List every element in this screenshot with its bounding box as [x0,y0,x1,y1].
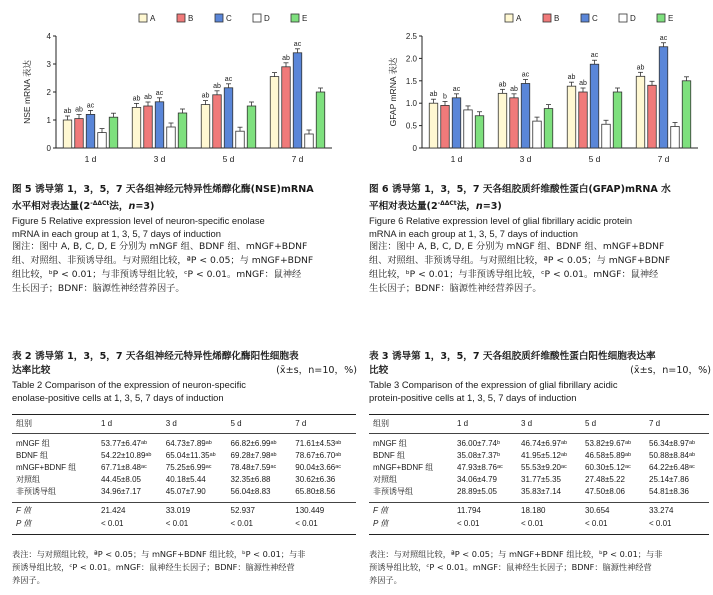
significance-label: ab [429,91,438,99]
table2-title-en-line1: Table 2 Comparison of the expression of neuron-specific [12,379,246,390]
figure6-note-2: 组、对照组、非预诱导组。与对照组比较，ªP < 0.05；与 mNGF+BDNF [369,255,671,267]
table-cell: 56.04±8.83 [230,487,271,496]
table-cell: < 0.01 [295,519,318,528]
table-cell: 65.04±11.35ᵃᵇ [165,451,216,460]
table-cell: 33.274 [649,506,674,515]
significance-label: ab [510,85,518,93]
bar-a-3 [201,105,210,148]
bar-b-2 [510,98,519,148]
significance-label: ab [75,106,83,114]
table3-title-stat: (x̄±s，n=10，%) [630,365,711,376]
y-tick-label: 1.5 [405,76,417,86]
significance-label: ac [452,85,461,93]
table-cell: 54.81±8.36 [649,487,689,496]
table-stat-row [369,518,709,530]
x-tick-label: 5 d [588,154,601,164]
significance-label: ac [521,71,530,79]
x-tick-label: 3 d [153,154,166,164]
row-label: BDNF 组 [16,451,48,460]
table-cell: 78.67±6.70ᵃᵇ [295,451,342,460]
table-row [369,462,709,474]
table-cell: 90.04±3.66ᵃᶜ [295,463,342,472]
y-tick-label: 1.0 [405,99,417,109]
table3-note [369,548,711,587]
table-cell: 44.45±8.05 [101,475,141,484]
bar-c-2 [521,83,530,148]
bar-e-3 [247,106,256,148]
legend-swatch-d [253,14,261,22]
table3-note-1: 表注：与对照组比较，ªP < 0.05；与 mNGF+BDNF 组比较，ᵇP < 0.01；与非 [369,549,663,559]
table-cell: 27.48±5.22 [585,475,625,484]
figure5-note-1: 图注：图中 A, B, C, D, E 分别为 mNGF 组、BDNF 组、mNGF+BDNF [12,241,308,253]
table2-note-2: 预诱导组比较，ᶜP < 0.01。mNGF：鼠神经生长因子；BDNF：脑源性神经营 [12,562,295,572]
table-cell: 3 d [521,419,533,428]
y-axis-label: GFAP mRNA 表达 [388,57,398,127]
y-tick-label: 3 [46,60,51,69]
table-row [369,474,709,486]
row-label: F 值 [373,506,388,515]
table-cell: 5 d [585,419,597,428]
table-cell: < 0.01 [649,519,672,528]
legend-label-b: B [554,14,560,23]
table-row [369,486,709,498]
figure5-caption-en-line1: Figure 5 Relative expression level of neuron-specific enolase [12,215,265,227]
significance-label: ac [590,52,599,60]
table-cell: 46.58±5.89ᵃᵇ [585,451,631,460]
table-cell: 46.74±6.97ᵃᵇ [521,439,567,448]
table-cell: < 0.01 [230,519,253,528]
y-tick-label: 2.0 [405,54,417,64]
significance-label: ab [636,64,645,72]
table-stat-row [369,502,709,518]
table-cell: 71.61±4.53ᵃᵇ [295,439,342,448]
table-cell: 31.77±5.35 [521,475,561,484]
bar-b-1 [441,105,450,148]
legend-label-e: E [668,14,674,23]
row-label: P 值 [16,519,32,528]
figure6-caption-cn-2a: 平相对表达量(2 [369,201,438,213]
figure6-note-1: 图注：图中 A, B, C, D, E 分别为 mNGF 组、BDNF 组、mNGF+BDNF [369,241,665,253]
figure6-caption-cn-sup: -ΔΔCt [437,200,457,207]
legend-swatch-e [291,14,299,22]
table-cell: 7 d [295,419,307,428]
table-cell: 32.35±6.88 [230,475,271,484]
significance-label: ac [659,34,668,42]
table-cell: 55.53±9.20ᵃᶜ [521,463,567,472]
y-tick-label: 0 [412,144,417,153]
table-stat-row [12,518,356,530]
table-cell: 50.88±8.84ᵃᵇ [649,451,695,460]
table2-title-cn-line1: 表 2 诱导第 1，3，5，7 天各组神经元特异性烯醇化酶阳性细胞表 [12,351,299,362]
y-axis-label: NSE mRNA 表达 [22,60,32,124]
table-cell: 34.96±7.17 [101,487,141,496]
table-cell: 35.83±7.14 [521,487,561,496]
significance-label: ab [201,92,210,100]
table3-title-en-line2: protein-positive cells at 1, 3, 5, 7 days of induction [369,392,577,403]
row-label: mNGF+BDNF 组 [16,463,77,472]
bar-e-1 [109,117,118,148]
table-cell: 36.00±7.74ᵇ [457,439,500,448]
table-cell: 21.424 [101,506,126,515]
table-cell: 69.28±7.98ᵃᵇ [230,451,277,460]
table-cell: 47.93±8.76ᵃᶜ [457,463,503,472]
bar-d-4 [305,134,314,148]
bar-d-1 [98,133,107,148]
row-label: P 值 [373,519,389,528]
table-row [369,438,709,450]
figure6-caption-cn-line2 [369,197,711,214]
table-row [12,438,356,450]
bar-d-3 [602,124,611,148]
table-cell: 18.180 [521,506,546,515]
figure5-caption-cn-end: =3) [135,201,155,213]
table-cell: < 0.01 [101,519,124,528]
bar-d-3 [236,131,245,148]
bar-e-4 [682,81,691,148]
bar-e-1 [475,116,484,148]
bar-c-4 [293,53,302,148]
table-cell: 30.62±6.36 [295,475,336,484]
table2-title-en-line2: enolase-positive cells at 1, 3, 5, 7 days of induction [12,392,224,403]
legend-swatch-a [505,14,513,22]
bar-c-3 [590,64,599,148]
y-tick-label: 0.5 [405,121,417,131]
figure5-caption-cn-line2 [12,197,357,214]
figure5-caption-cn-line1: 图 5 诱导第 1，3，5，7 天各组神经元特异性烯醇化酶(NSE)mRNA [12,184,314,195]
x-tick-label: 3 d [519,154,532,164]
table-cell: 64.22±6.48ᵃᶜ [649,463,695,472]
table-cell: 1 d [457,419,469,428]
bar-a-2 [498,93,507,148]
bar-a-1 [429,103,438,148]
legend-label-b: B [188,14,194,23]
bar-d-2 [533,121,542,148]
significance-label: b [443,93,447,101]
row-label: 非预诱导组 [16,487,56,496]
figure5-chart [14,8,344,180]
table-cell: < 0.01 [521,519,544,528]
x-tick-label: 7 d [291,154,304,164]
table2-title-stat: (x̄±s，n=10，%) [276,365,357,376]
figure5-caption [12,183,357,296]
bar-e-2 [544,109,553,148]
bar-c-2 [155,102,164,148]
y-tick-label: 2 [46,88,51,97]
bar-b-2 [144,106,153,148]
table2-title [12,350,357,404]
legend-label-a: A [150,14,156,23]
table2-title-cn-line2 [12,364,357,378]
figure5-caption-en-line2: mRNA in each group at 1, 3, 5, 7 days of induction [12,228,221,240]
x-tick-label: 1 d [84,154,97,164]
table3-note-2: 预诱导组比较，ᶜP < 0.01。mNGF：鼠神经生长因子；BDNF：脑源性神经营 [369,562,652,572]
x-tick-label: 1 d [450,154,463,164]
row-label: BDNF 组 [373,451,405,460]
table-cell: 66.82±6.99ᵃᵇ [230,439,277,448]
figure6-caption-en-line1: Figure 6 Relative expression level of glial fibrillary acidic protein [369,215,633,227]
figure5-note-4: 生长因子；BDNF：脑源性神经营养因子。 [12,283,185,295]
x-tick-label: 7 d [657,154,670,164]
figure6-caption-cn-end: =3) [482,201,502,213]
significance-label: ac [86,102,95,110]
table-cell: 41.95±5.12ᵃᵇ [521,451,567,460]
table-cell: 60.30±5.12ᵃᶜ [585,463,631,472]
bar-b-4 [648,85,657,148]
table3-title-cn-line2 [369,364,711,378]
table-cell: 56.34±8.97ᵃᵇ [649,439,695,448]
figure5-note-2: 组、对照组、非预诱导组。与对照组比较，ªP < 0.05；与 mNGF+BDNF [12,255,314,267]
row-label: mNGF 组 [373,439,407,448]
bar-a-4 [270,77,279,148]
figure6-caption-cn-n: n [475,201,483,213]
row-label: F 值 [16,506,31,515]
y-tick-label: 0 [46,144,51,153]
figure5-caption-cn-2a: 水平相对表达量(2 [12,201,91,213]
significance-label: ab [579,80,587,87]
table3-title-cn-line1: 表 3 诱导第 1，3，5，7 天各组胶质纤维酸性蛋白阳性细胞表达率 [369,351,656,362]
table-row [369,450,709,462]
table2 [12,414,356,535]
legend-label-e: E [302,14,308,23]
bar-d-1 [464,110,473,148]
row-label: 组别 [16,419,32,428]
bar-e-4 [316,92,325,148]
table-cell: 30.654 [585,506,610,515]
significance-label: ac [293,40,302,48]
table-stat-row [12,502,356,518]
bar-e-3 [613,92,622,148]
table-cell: 7 d [649,419,661,428]
table-cell: 52.937 [230,506,255,515]
legend-label-c: C [226,14,232,23]
table-cell: 47.50±8.06 [585,487,625,496]
table-cell: 54.22±10.89ᵃᵇ [101,451,152,460]
bar-c-1 [452,98,461,148]
bar-d-2 [167,127,176,148]
significance-label: ac [155,89,164,97]
legend-swatch-b [543,14,551,22]
table-cell: 130.449 [295,506,325,515]
y-tick-label: 1 [46,116,51,125]
table-cell: 34.06±4.79 [457,475,497,484]
table-row [12,474,356,486]
table-cell: 25.14±7.86 [649,475,689,484]
legend-label-d: D [264,14,270,23]
table2-title-cn-2: 达率比较 [12,365,51,376]
bar-c-4 [659,47,668,148]
figure6-note-4: 生长因子；BDNF：脑源性神经营养因子。 [369,283,542,295]
table-cell: 11.794 [457,506,481,515]
table-cell: < 0.01 [585,519,608,528]
table3-title-cn-2: 比较 [369,365,389,376]
table-header-row [12,415,356,434]
row-label: mNGF 组 [16,439,50,448]
legend-label-c: C [592,14,598,23]
significance-label: ab [567,74,576,82]
table-row [12,450,356,462]
significance-label: ab [213,82,221,90]
bar-b-4 [282,67,291,148]
significance-label: ab [132,95,141,103]
bar-c-3 [224,88,233,148]
x-tick-label: 5 d [222,154,235,164]
table-cell: 78.48±7.59ᵃᶜ [230,463,277,472]
figure6-caption [369,183,711,296]
table-cell: 75.25±6.99ᵃᶜ [165,463,212,472]
table2-note-1: 表注：与对照组比较，ªP < 0.05；与 mNGF+BDNF 组比较，ᵇP < 0.01；与非 [12,549,306,559]
legend-swatch-e [657,14,665,22]
table3 [369,414,709,535]
table-cell: 53.82±9.67ᵃᵇ [585,439,631,448]
bar-a-3 [567,86,576,148]
table3-title-en-line1: Table 3 Comparison of the expression of glial fibrillary acidic [369,379,618,390]
bar-d-4 [671,126,680,148]
table-cell: 64.73±7.89ᵃᵇ [165,439,212,448]
figure6-chart [380,8,710,180]
table-cell: 5 d [230,419,242,428]
table3-title [369,350,711,404]
figure6-caption-cn-2b: 法， [456,201,476,213]
bar-a-2 [132,107,141,148]
legend-swatch-a [139,14,147,22]
table-header-row [369,415,709,434]
table-cell: 45.07±7.90 [165,487,206,496]
figure6-note-3: 组比较，ᵇP < 0.01；与非预诱导组比较，ᶜP < 0.01。mNGF：鼠神经 [369,269,659,281]
bar-c-1 [86,114,95,148]
row-label: 对照组 [16,475,40,484]
table3-note-3: 养因子。 [369,575,402,585]
row-label: 非预诱导组 [373,487,413,496]
significance-label: ab [63,108,72,115]
legend-swatch-d [619,14,627,22]
table-cell: < 0.01 [457,519,480,528]
significance-label: ab [144,94,152,101]
table-cell: 35.08±7.37ᵇ [457,451,500,460]
row-label: 组别 [373,419,389,428]
legend-swatch-b [177,14,185,22]
row-label: 对照组 [373,475,397,484]
legend-label-d: D [630,14,636,23]
legend-swatch-c [215,14,223,22]
table2-note [12,548,357,587]
table-cell: 1 d [101,419,113,428]
legend-label-a: A [516,14,522,23]
table-cell: 33.019 [165,506,191,515]
figure6-caption-cn-line1: 图 6 诱导第 1，3，5，7 天各组胶质纤维酸性蛋白(GFAP)mRNA 水 [369,184,671,195]
bar-b-1 [75,119,84,148]
table-cell: 40.18±5.44 [165,475,206,484]
bar-e-2 [178,113,187,148]
y-tick-label: 4 [46,32,51,41]
figure6-caption-en-line2: mRNA in each group at 1, 3, 5, 7 days of induction [369,228,578,240]
bar-b-3 [579,92,588,148]
table-cell: 65.80±8.56 [295,487,336,496]
figure5-caption-cn-n: n [128,201,136,213]
significance-label: ab [282,54,290,62]
table-cell: 3 d [165,419,177,428]
table-row [12,486,356,498]
bar-a-4 [636,76,645,148]
legend-swatch-c [581,14,589,22]
y-tick-label: 2.5 [405,32,417,41]
row-label: mNGF+BDNF 组 [373,463,434,472]
figure5-caption-cn-2b: 法， [109,201,129,213]
significance-label: ab [498,81,507,89]
figure5-note-3: 组比较，ᵇP < 0.01；与非预诱导组比较，ᶜP < 0.01。mNGF：鼠神经 [12,269,302,281]
significance-label: ac [224,75,233,83]
table-cell: 53.77±6.47ᵃᵇ [101,439,147,448]
bar-b-3 [213,95,222,148]
table2-note-3: 养因子。 [12,575,45,585]
table-row [12,462,356,474]
table-cell: 67.71±8.48ᵃᶜ [101,463,147,472]
table-cell: 28.89±5.05 [457,487,497,496]
bar-a-1 [63,120,72,148]
table-cell: < 0.01 [165,519,189,528]
figure5-caption-cn-sup: -ΔΔCt [90,200,110,207]
